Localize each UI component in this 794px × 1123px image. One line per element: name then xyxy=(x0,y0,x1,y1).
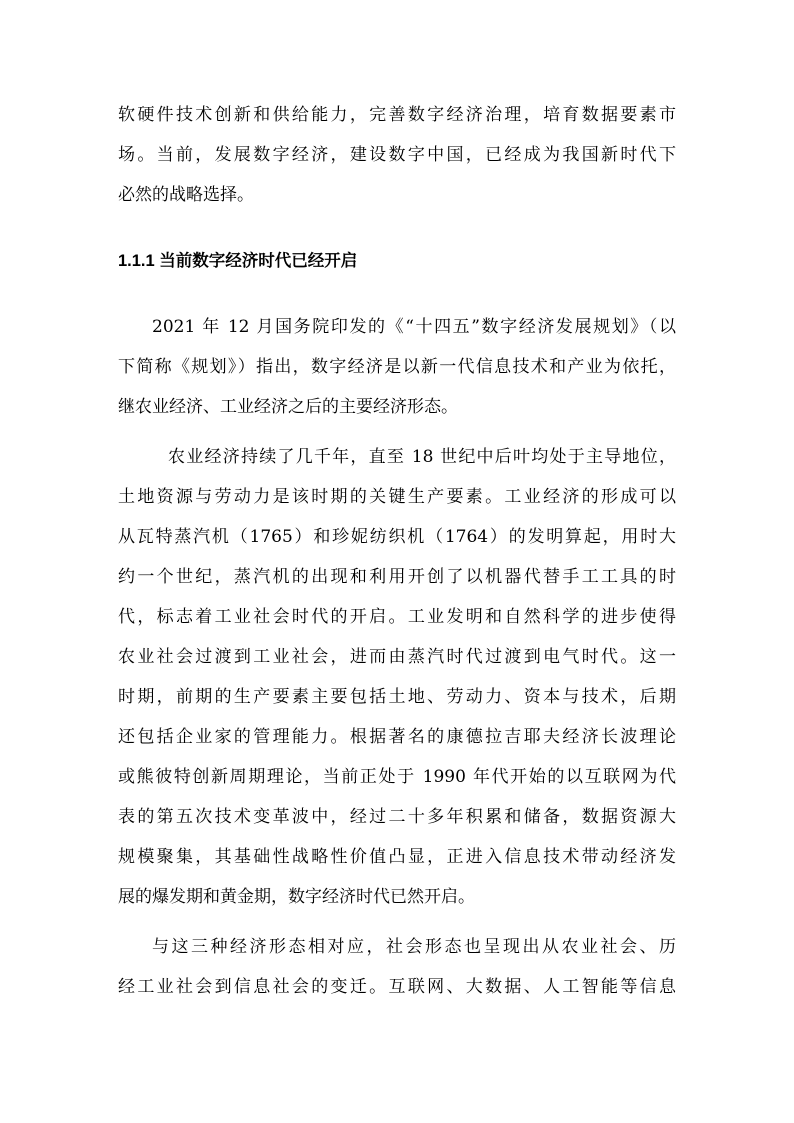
history-paragraph xyxy=(118,437,676,917)
text-line: 展的爆发期和黄金期，数字经济时代已然开启。 xyxy=(118,887,475,907)
society-paragraph xyxy=(118,927,676,1007)
text-line: 继农业经济、工业经济之后的主要经济形态。 xyxy=(118,397,458,417)
text-line: 代，标志着工业社会时代的开启。工业发明和自然科学的进步使得 xyxy=(118,607,676,627)
document-body xyxy=(118,95,676,1007)
text-line: 或熊彼特创新周期理论，当前正处于 1990 年代开始的以互联网为代 xyxy=(118,767,676,787)
text-line: 农业经济持续了几千年，直至 18 世纪中后叶均处于主导地位， xyxy=(168,447,676,467)
intro-paragraph xyxy=(118,95,676,215)
text-line: 时期，前期的生产要素主要包括土地、劳动力、资本与技术，后期 xyxy=(118,687,676,707)
text-line: 经工业社会到信息社会的变迁。互联网、大数据、人工智能等信息 xyxy=(118,977,676,997)
text-line: 土地资源与劳动力是该时期的关键生产要素。工业经济的形成可以 xyxy=(118,487,676,507)
text-line: 必然的战略选择。 xyxy=(118,185,254,205)
text-line: 还包括企业家的管理能力。根据著名的康德拉吉耶夫经济长波理论 xyxy=(118,727,676,747)
text-line: 2021 年 12 月国务院印发的《“十四五”数字经济发展规划》（以 xyxy=(152,317,676,337)
plan-paragraph xyxy=(118,307,676,427)
text-line: 农业社会过渡到工业社会，进而由蒸汽时代过渡到电气时代。这一 xyxy=(118,647,676,667)
section-heading: 1.1.1 当前数字经济时代已经开启 xyxy=(118,252,358,270)
text-line: 场。当前，发展数字经济，建设数字中国，已经成为我国新时代下 xyxy=(118,145,676,165)
text-line: 下简称《规划》）指出，数字经济是以新一代信息技术和产业为依托， xyxy=(118,357,676,377)
text-line: 约一个世纪，蒸汽机的出现和利用开创了以机器代替手工工具的时 xyxy=(118,567,676,587)
text-line: 与这三种经济形态相对应，社会形态也呈现出从农业社会、历 xyxy=(152,937,676,957)
text-line: 规模聚集，其基础性战略性价值凸显，正进入信息技术带动经济发 xyxy=(118,847,676,867)
text-line: 从瓦特蒸汽机（1765）和珍妮纺织机（1764）的发明算起，用时大 xyxy=(118,527,676,547)
text-line: 软硬件技术创新和供给能力，完善数字经济治理，培育数据要素市 xyxy=(118,105,676,125)
text-line: 表的第五次技术变革波中，经过二十多年积累和储备，数据资源大 xyxy=(118,807,676,827)
